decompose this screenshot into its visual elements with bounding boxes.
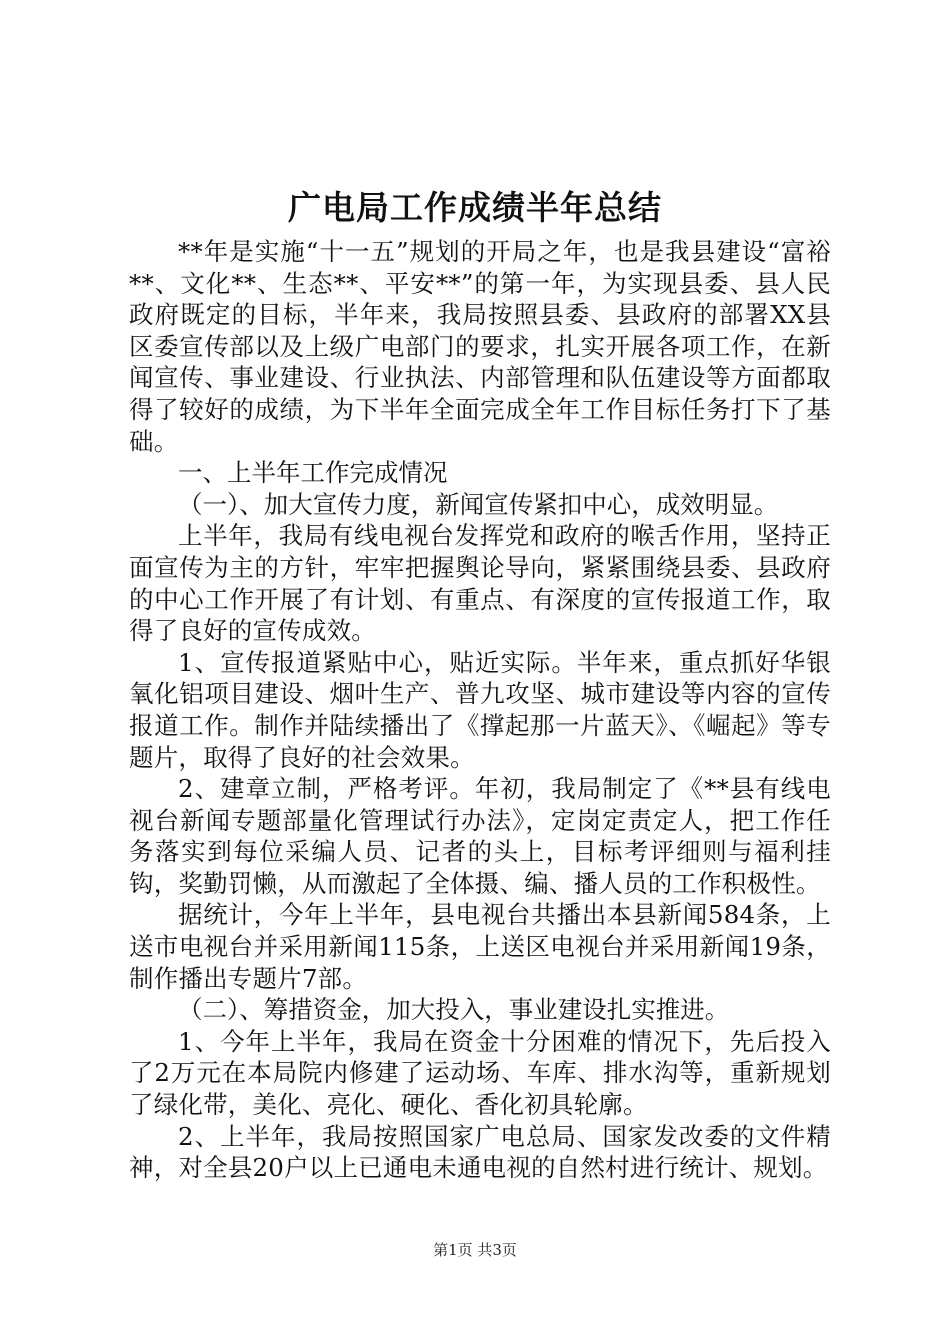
page-number-footer: 第1页 共3页 <box>433 1241 517 1259</box>
subsection-heading-2: （二）、筹措资金，加大投入，事业建设扎实推进。 <box>178 995 730 1025</box>
paragraph-statistics: 据统计，今年上半年，县电视台共播出本县新闻584条，上送市电视台并采用新闻115条，上送区电视台并采用新闻19条，制作播出专题片7部。 <box>129 900 831 993</box>
paragraph: 2、建章立制，严格考评。年初，我局制定了《**县有线电视台新闻专题部量化管理试行办法》，定岗定责定人，把工作任务落实到每位采编人员、记者的头上，目标考评细则与福利挂钩，奖勤罚懒，从而激起了全体摄、编、播人员的工作积极性。 <box>129 774 831 898</box>
paragraph: 2、上半年，我局按照国家广电总局、国家发改委的文件精神，对全县20户以上已通电未通电视的自然村进行统计、规划。 <box>129 1121 831 1183</box>
paragraph-intro: **年是实施“十一五”规划的开局之年，也是我县建设“富裕**、文化**、生态**、平安**”的第一年，为实现县委、县人民政府既定的目标，半年来，我局按照县委、县政府的部署XX县区委宣传部以及上级广电部门的要求，扎实开展各项工作，在新闻宣传、事业建设、行业执法、内部管理和队伍建设等方面都取得了较好的成绩，为下半年全面完成全年工作目标任务打下了基础。 <box>129 237 831 456</box>
paragraph: 上半年，我局有线电视台发挥党和政府的喉舌作用，坚持正面宣传为主的方针，牢牢把握舆论导向，紧紧围绕县委、县政府的中心工作开展了有计划、有重点、有深度的宣传报道工作，取得了良好的宣传成效。 <box>129 521 831 646</box>
document-title: 广电局工作成绩半年总结 <box>288 188 662 227</box>
subsection-heading-1: （一）、加大宣传力度，新闻宣传紧扣中心，成效明显。 <box>178 489 779 519</box>
paragraph: 1、宣传报道紧贴中心，贴近实际。半年来，重点抓好华银氧化铝项目建设、烟叶生产、普九攻坚、城市建设等内容的宣传报道工作。制作并陆续播出了《撑起那一片蓝天》、《崛起》等专题片，取得了良好的社会效果。 <box>129 647 831 772</box>
section-heading-1: 一、上半年工作完成情况 <box>178 458 448 488</box>
paragraph: 1、今年上半年，我局在资金十分困难的情况下，先后投入了2万元在本局院内修建了运动场、车库、排水沟等，重新规划了绿化带，美化、亮化、硬化、香化初具轮廓。 <box>129 1026 831 1120</box>
document-body <box>129 236 831 1184</box>
